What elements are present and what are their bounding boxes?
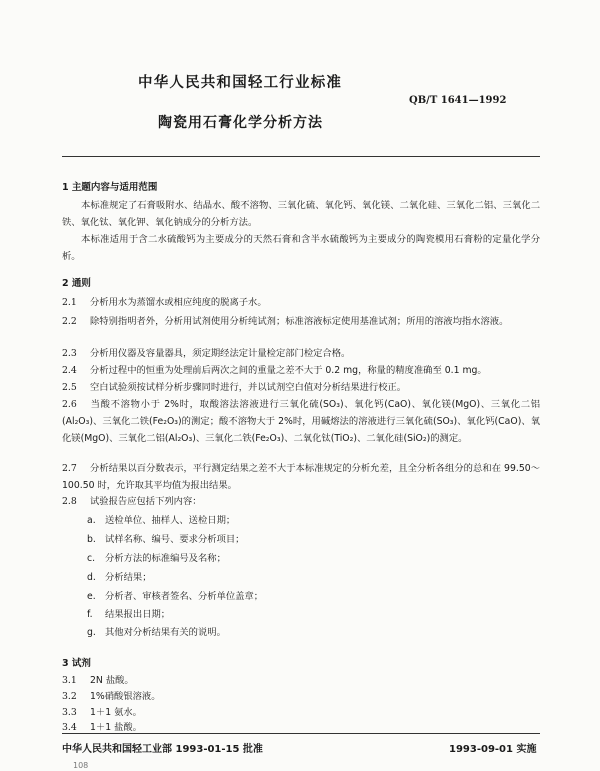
clause-2-6 (62, 396, 540, 447)
clause-text: 2N 盐酸。 (90, 675, 134, 686)
clause-text: 分析用仪器及容量器具，须定期经法定计量检定部门检定合格。 (90, 348, 351, 359)
report-item-c (87, 550, 226, 564)
clause-number: 3.2 (62, 691, 77, 702)
clause-number: 2.5 (62, 382, 77, 393)
item-text: 试样名称、编号、要求分析项目； (105, 534, 245, 545)
clause-text: 分析结果以百分数表示，平行测定结果之差不大于本标准规定的分析允差，且全分析各组分的总和在 99.50～100.50 时，允许取其平均值为报出结果。 (62, 463, 540, 491)
clause-2-5 (62, 379, 540, 396)
clause-text: 空白试验须按试样分析步骤同时进行，并以试剂空白值对分析结果进行校正。 (90, 382, 407, 393)
clause-2-2 (62, 313, 540, 330)
item-text: 分析结果； (105, 572, 152, 583)
clause-2-7 (62, 460, 540, 494)
reagent-3-2 (62, 688, 540, 705)
section1-para2: 本标准适用于含二水硫酸钙为主要成分的天然石膏和含半水硫酸钙为主要成分的陶瓷模用石膏粉的定量化学分析。 (62, 234, 540, 262)
section1-heading: 1 主题内容与适用范围 (62, 182, 158, 193)
report-item-g (87, 624, 226, 638)
item-text: 分析者、审核者签名、分析单位盖章； (105, 591, 264, 602)
clause-number: 2.7 (62, 463, 77, 474)
item-letter: c. (87, 553, 96, 564)
item-letter: g. (87, 627, 96, 638)
clause-text: 试验报告应包括下列内容： (90, 496, 202, 507)
clause-number: 2.6 (62, 399, 77, 410)
item-text: 结果报出日期； (105, 609, 171, 620)
clause-2-4 (62, 362, 540, 379)
clause-number: 2.8 (62, 496, 77, 507)
clause-number: 2.1 (62, 297, 77, 308)
approval-date: 中华人民共和国轻工业部 1993-01-15 批准 (62, 744, 263, 755)
issuing-organization: 中华人民共和国轻工行业标准 (138, 75, 343, 91)
item-letter: e. (87, 591, 96, 602)
footer-rule (62, 733, 540, 734)
item-letter: d. (87, 572, 96, 583)
clause-number: 2.4 (62, 365, 77, 376)
item-letter: f. (87, 609, 93, 620)
item-letter: a. (87, 515, 96, 526)
clause-2-1 (62, 294, 540, 311)
clause-text: 分析过程中的恒重为处理前后两次之间的重量之差不大于 0.2 mg，称量的精度准确至 0.1 mg。 (90, 365, 487, 376)
page-number: 108 (73, 761, 89, 770)
clause-text: 除特别指明者外，分析用试剂使用分析纯试剂；标准溶液标定使用基准试剂；所用的溶液均指水溶液。 (90, 316, 509, 327)
section1-para1: 本标准规定了石膏吸附水、结晶水、酸不溶物、三氧化硫、氧化钙、氧化镁、二氧化硅、三氧化二铝、三氧化二铁、氧化钛、氧化钾、氧化钠成分的分析方法。 (62, 200, 540, 228)
clause-number: 3.3 (62, 707, 77, 718)
clause-text: 当酸不溶物小于 2%时，取酸溶法溶液进行三氧化硫(SO₃)、氧化钙(CaO)、氧化镁(MgO)、三氧化二铝(Al₂O₃)、三氧化二铁(Fe₂O₃)的测定；酸不溶物大于 2%时，用碱熔法的溶液进行三氧化硫(SO₃)、氧化钙(CaO)、氧化镁(MgO)、三氧化二铝(Al₂O₃)、三氧化二铁(Fe₂O₃)、二氧化钛(TiO₂)、二氧化硅(SiO₂)的测定。 (62, 399, 540, 444)
clause-text: 1＋1 盐酸。 (90, 722, 142, 733)
section3-heading: 3 试剂 (62, 658, 91, 669)
item-text: 分析方法的标准编号及名称； (105, 553, 226, 564)
standard-number: QB/T 1641—1992 (409, 95, 507, 106)
item-letter: b. (87, 534, 96, 545)
clause-text: 1＋1 氨水。 (90, 707, 142, 718)
clause-2-8 (62, 493, 540, 510)
reagent-3-1 (62, 672, 540, 689)
report-item-e (87, 588, 263, 602)
clause-number: 3.1 (62, 675, 77, 686)
clause-text: 分析用水为蒸馏水或相应纯度的脱离子水。 (90, 297, 267, 308)
clause-number: 2.2 (62, 316, 77, 327)
clause-2-3 (62, 345, 540, 362)
report-item-f (87, 606, 170, 620)
implementation-date: 1993-09-01 实施 (449, 744, 537, 755)
item-text: 其他对分析结果有关的说明。 (105, 627, 226, 638)
clause-number: 2.3 (62, 348, 77, 359)
header-rule (62, 156, 540, 157)
item-text: 送检单位、抽样人、送检日期； (105, 515, 236, 526)
clause-number: 3.4 (62, 722, 77, 733)
report-item-d (87, 569, 152, 583)
report-item-b (87, 531, 244, 545)
section2-heading: 2 通则 (62, 278, 91, 289)
clause-text: 1%硝酸银溶液。 (90, 691, 161, 702)
document-title: 陶瓷用石膏化学分析方法 (158, 115, 323, 131)
report-item-a (87, 512, 235, 526)
